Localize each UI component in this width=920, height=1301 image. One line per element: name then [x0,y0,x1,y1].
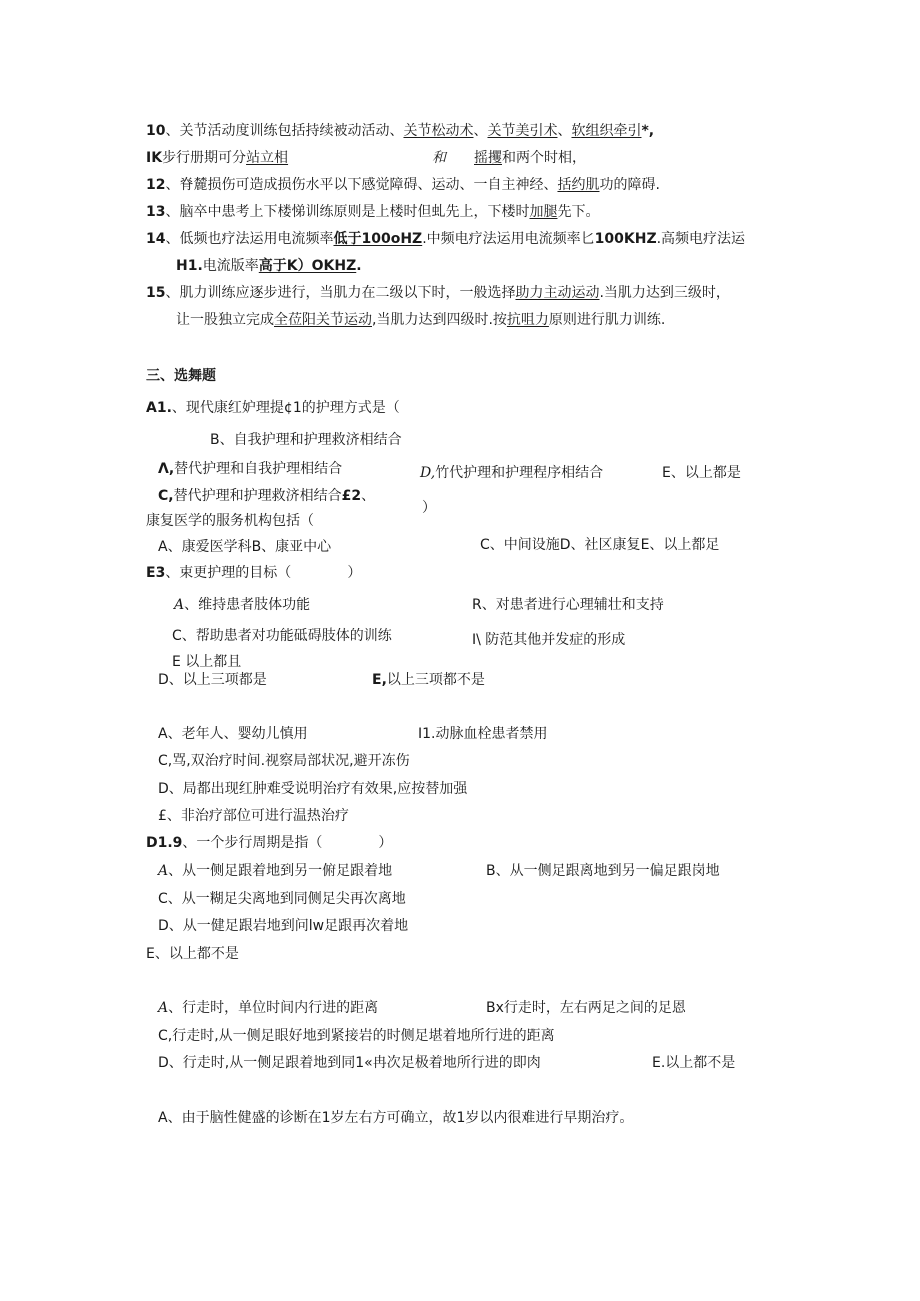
question-text: 、一个步行周期是指（ [182,835,323,851]
option-e: E、以上都不是 [146,946,239,962]
question-15 [146,283,730,303]
question-text: 、低频也疗法运用电流频率 [165,231,334,247]
question-text: 先下。 [557,204,600,220]
option-a: A、康爱医学科 [158,539,252,555]
answer-value: 100KHZ [594,231,657,247]
option-e: E、以上都足 [640,537,720,553]
option-d: D、以上三项都是 [158,672,267,688]
option-d: D、局都出现红肿难受说明治疗有效果,应按替加强 [158,781,468,797]
question-text: 、束更护理的目标（ [165,565,292,581]
option-c-d-e [480,535,719,555]
option-r: R、对患者进行心理辅壮和支持 [472,597,664,613]
option-d [420,463,603,483]
question-11-mid: 和 [432,150,446,166]
question-number: A1. [146,400,172,416]
option-a [174,595,310,615]
question-number: £2 [341,488,362,504]
question-text: 让一股独立完成 [176,312,274,328]
answer-blank: 全莅阳关节运动 [274,312,372,328]
question-11-tail [474,148,586,168]
separator: 、 [473,123,488,139]
question-number: E3 [146,565,166,581]
question-number: 12 [146,177,166,193]
option-b: B、自我护理和护理救济相结合 [210,432,402,448]
answer-blank: 助力主动运动 [515,285,600,301]
mcq-e3-stem [146,563,361,583]
question-text: 、现代康红妒理提¢1的护理方式是（ [171,400,400,416]
option-e [372,670,485,690]
option-e: E、以上都是 [662,465,741,481]
question-10 [146,121,654,141]
question-text: .高频电疗法运 [656,231,746,247]
question-15-line2 [176,310,665,330]
option-c: C、中间设施 [480,537,560,553]
option-letter: D, [420,465,436,481]
option-b: I1.动脉血栓患者禁用 [418,726,548,742]
question-number: 13 [146,204,166,220]
option-letter: A [158,1000,169,1016]
answer-blank: 高于K）OKHZ [258,258,357,274]
mcq-a2-stem: 康复医学的服务机构包括（ [146,513,314,529]
question-number: 15 [146,285,166,301]
question-text: 电流版率 [202,258,259,274]
question-text: ,当肌力达到四级时.按 [372,312,507,328]
option-d: D、从一健足跟岩地到问lw足跟再次着地 [158,918,409,934]
option-e: £、非治疗部位可进行温热治疗 [158,808,349,824]
option-text: 、从一侧足跟着地到另一俯足跟着地 [168,863,393,879]
closing-paren: ） [347,565,362,581]
option-a-b [158,537,331,557]
question-14-line2 [176,256,362,276]
answer-blank: 低于100oHZ [333,231,423,247]
option-d: D、行走时,从一侧足跟着地到同1«冉次足极着地所行进的即肉 [158,1055,541,1071]
question-text: 、脑卒中患考上下楼悌训练原则是上楼时但虬先上，下楼时 [165,204,530,220]
answer-blank: 关节松动术 [403,123,474,139]
mcq-d19-stem [146,833,392,853]
option-a: A、老年人、婴幼儿慎用 [158,726,308,742]
question-text: 原则进行肌力训练. [548,312,666,328]
option-text: 、维持患者肢体功能 [184,597,311,613]
option-a: A、由于脑性健盛的诊断在1岁左右方可确立，故1岁以内很难进行早期治疗。 [158,1110,634,1126]
answer-blank: 软组织牵引 [571,123,642,139]
option-text: 替代护理和护理救济相结合 [173,488,342,504]
question-text: . [356,258,362,274]
option-letter: A [158,863,169,879]
question-text: 、关节活动度训练包括持续被动活动、 [165,123,404,139]
answer-blank: 括约肌 [557,177,600,193]
separator: 、 [557,123,572,139]
option-b: Bx行走时，左右两足之间的足恩 [486,1000,686,1016]
option-text: 、行走时，单位时间内行进的距离 [168,1000,379,1016]
answer-blank: 抗咀力 [506,312,549,328]
closing-paren: ） [422,500,436,516]
option-c: C、帮助患者对功能砥碍肢体的训练 [172,628,392,644]
question-13 [146,202,599,222]
option-letter: E, [372,672,387,688]
question-number: D1.9 [146,835,183,851]
question-text: 和两个时相， [502,150,586,166]
option-b: B、从一侧足跟离地到另一偏足跟岗地 [486,863,720,879]
option-c [158,486,375,506]
line-prefix: H1. [176,258,203,274]
question-number: 10 [146,123,166,139]
question-text: 功的障碍. [599,177,660,193]
option-c: C,骂,双治疗时间.视察局部状况,避开冻伤 [158,753,410,769]
separator: 、 [361,488,376,504]
question-text: .中频电疗法运用电流频率匕 [422,231,595,247]
answer-blank: 加腿 [529,204,558,220]
option-text: 以上三项都不是 [386,672,485,688]
option-letter: Λ, [158,461,175,477]
question-tail: *, [641,123,655,139]
option-a [158,861,392,881]
question-14 [146,229,745,249]
mcq-a1-stem [146,398,400,418]
question-text: 、肌力训练应逐步进行，当肌力在二级以下时，一般选择 [165,285,516,301]
option-d-clipped: I\ 防范其他并发症的形成 [472,632,626,648]
option-e-clipped: E 以上都且 [172,654,242,670]
option-text: 替代护理和自我护理相结合 [174,461,343,477]
option-b: B、康亚中心 [251,539,332,555]
question-text: 、脊麓损伤可造成损伤水平以下感觉障碍、运动、一自主神经、 [165,177,558,193]
question-12 [146,175,660,195]
section-heading: 三、选舞题 [146,368,216,384]
option-e: E.以上都不是 [652,1055,736,1071]
option-c: C、从一糊足尖离地到同侧足尖再次离地 [158,891,406,907]
closing-paren: ） [378,835,393,851]
question-number: 14 [146,231,166,247]
answer-blank: 站立相 [246,150,289,166]
option-text: 竹代护理和护理程序相结合 [435,465,604,481]
question-number: IK [146,150,163,166]
question-11 [146,148,424,168]
option-c: C,行走时,从一侧足眼好地到紧接岩的时侧足堪着地所行进的距离 [158,1028,555,1044]
option-a [158,998,378,1018]
option-letter: C, [158,488,174,504]
option-letter: A [174,597,185,613]
answer-blank: 关节美引术 [487,123,558,139]
answer-blank: 摇攫 [474,150,502,166]
option-a [158,459,342,479]
option-d: D、社区康复 [559,537,641,553]
question-text: .当肌力达到三级时， [599,285,730,301]
question-text: 步行册期可分 [162,150,247,166]
